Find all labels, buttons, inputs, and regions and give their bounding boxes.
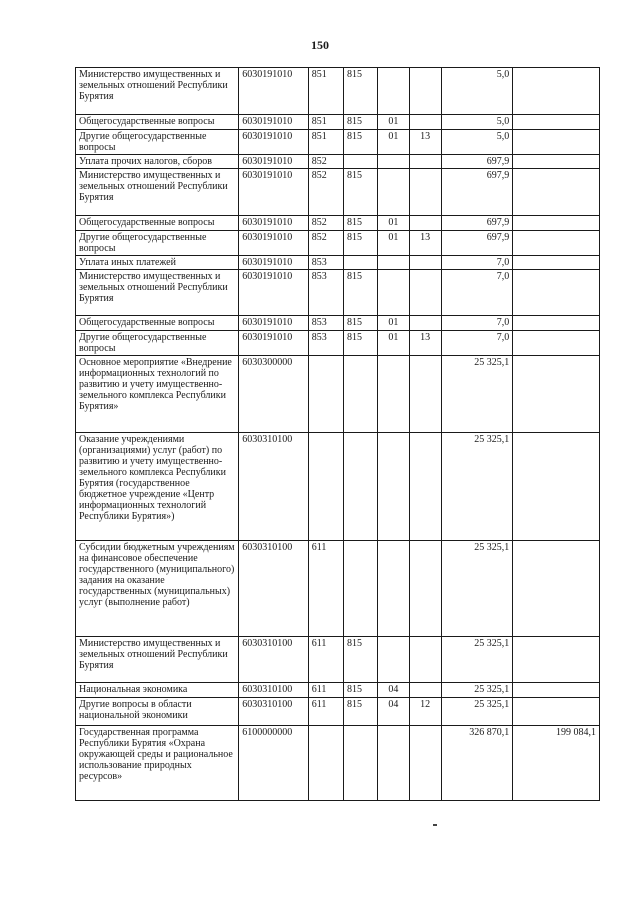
row-name-cell: Субсидии бюджетным учреждениям на финансовое обеспечение государственного (муниципального) задания на оказание государственных (муниципальных) услуг (выполнение работ) [76,541,239,637]
target-article-cell: 6030191010 [239,256,309,270]
amount-federal-cell [513,541,600,637]
expense-type-cell [308,726,343,801]
subsection-cell: 13 [409,331,441,356]
subsection-cell [409,356,441,433]
department-code-cell: 815 [344,683,378,698]
row-name-cell: Уплата прочих налогов, сборов [76,155,239,169]
expense-type-cell: 853 [308,331,343,356]
subsection-cell: 12 [409,698,441,726]
expense-type-cell: 611 [308,637,343,683]
section-cell: 01 [378,216,409,231]
amount-cell: 5,0 [441,130,513,155]
expense-type-cell [308,356,343,433]
subsection-cell [409,316,441,331]
amount-federal-cell [513,698,600,726]
table-row [76,356,600,433]
amount-cell: 25 325,1 [441,637,513,683]
row-name-cell: Общегосударственные вопросы [76,115,239,130]
expense-type-cell: 611 [308,698,343,726]
row-name-cell: Общегосударственные вопросы [76,216,239,231]
amount-federal-cell [513,115,600,130]
department-code-cell [344,356,378,433]
table-row [76,68,600,115]
expense-type-cell: 852 [308,231,343,256]
subsection-cell [409,637,441,683]
table-row [76,155,600,169]
section-cell [378,270,409,316]
amount-cell: 25 325,1 [441,683,513,698]
target-article-cell: 6030191010 [239,68,309,115]
subsection-cell: 13 [409,231,441,256]
table-row [76,115,600,130]
table-row [76,726,600,801]
table-row [76,231,600,256]
row-name-cell: Общегосударственные вопросы [76,316,239,331]
amount-cell: 697,9 [441,216,513,231]
target-article-cell: 6030310100 [239,637,309,683]
amount-federal-cell [513,316,600,331]
amount-federal-cell [513,231,600,256]
row-name-cell: Государственная программа Республики Бурятия «Охрана окружающей среды и рациональное использование природных ресурсов» [76,726,239,801]
row-name-cell: Другие вопросы в области национальной экономики [76,698,239,726]
table-row [76,169,600,216]
expense-type-cell: 852 [308,169,343,216]
amount-federal-cell [513,637,600,683]
target-article-cell: 6030300000 [239,356,309,433]
expense-type-cell: 851 [308,130,343,155]
department-code-cell: 815 [344,216,378,231]
section-cell [378,637,409,683]
amount-cell: 5,0 [441,115,513,130]
section-cell [378,256,409,270]
amount-cell: 25 325,1 [441,541,513,637]
subsection-cell [409,541,441,637]
subsection-cell [409,216,441,231]
amount-federal-cell [513,130,600,155]
target-article-cell: 6030191010 [239,331,309,356]
row-name-cell: Министерство имущественных и земельных отношений Республики Бурятия [76,68,239,115]
table-row [76,433,600,541]
expense-type-cell: 611 [308,541,343,637]
amount-cell: 326 870,1 [441,726,513,801]
section-cell: 01 [378,231,409,256]
target-article-cell: 6030191010 [239,169,309,216]
row-name-cell: Другие общегосударственные вопросы [76,231,239,256]
amount-federal-cell [513,256,600,270]
section-cell: 01 [378,331,409,356]
department-code-cell: 815 [344,169,378,216]
target-article-cell: 6030191010 [239,231,309,256]
target-article-cell: 6030310100 [239,433,309,541]
target-article-cell: 6030191010 [239,316,309,331]
target-article-cell: 6030191010 [239,130,309,155]
amount-federal-cell [513,270,600,316]
section-cell: 04 [378,698,409,726]
department-code-cell: 815 [344,231,378,256]
table-row [76,683,600,698]
section-cell [378,356,409,433]
page-number: 150 [311,38,329,52]
amount-cell: 697,9 [441,231,513,256]
amount-federal-cell [513,331,600,356]
subsection-cell [409,169,441,216]
amount-cell: 7,0 [441,270,513,316]
department-code-cell: 815 [344,637,378,683]
target-article-cell: 6030191010 [239,216,309,231]
section-cell [378,68,409,115]
subsection-cell [409,115,441,130]
row-name-cell: Министерство имущественных и земельных отношений Республики Бурятия [76,637,239,683]
row-name-cell: Уплата иных платежей [76,256,239,270]
stray-mark [433,824,437,826]
amount-federal-cell [513,68,600,115]
subsection-cell [409,270,441,316]
expense-type-cell [308,433,343,541]
amount-cell: 697,9 [441,155,513,169]
table-row [76,541,600,637]
section-cell: 01 [378,115,409,130]
row-name-cell: Основное мероприятие «Внедрение информационных технологий по развитию и учету имущественно-земельного комплекса Республики Бурятия» [76,356,239,433]
table-row [76,270,600,316]
budget-table [75,67,600,801]
amount-cell: 7,0 [441,316,513,331]
target-article-cell: 6030191010 [239,270,309,316]
subsection-cell [409,726,441,801]
amount-federal-cell: 199 084,1 [513,726,600,801]
subsection-cell [409,155,441,169]
section-cell: 01 [378,316,409,331]
department-code-cell: 815 [344,698,378,726]
department-code-cell [344,541,378,637]
department-code-cell [344,726,378,801]
expense-type-cell: 853 [308,316,343,331]
department-code-cell: 815 [344,130,378,155]
expense-type-cell: 853 [308,256,343,270]
row-name-cell: Министерство имущественных и земельных отношений Республики Бурятия [76,270,239,316]
amount-cell: 25 325,1 [441,433,513,541]
expense-type-cell: 851 [308,68,343,115]
department-code-cell [344,256,378,270]
section-cell: 04 [378,683,409,698]
target-article-cell: 6030310100 [239,698,309,726]
department-code-cell: 815 [344,331,378,356]
row-name-cell: Другие общегосударственные вопросы [76,130,239,155]
row-name-cell: Другие общегосударственные вопросы [76,331,239,356]
amount-federal-cell [513,169,600,216]
table-row [76,130,600,155]
department-code-cell [344,155,378,169]
section-cell [378,433,409,541]
department-code-cell: 815 [344,270,378,316]
amount-federal-cell [513,155,600,169]
section-cell [378,726,409,801]
table-row [76,698,600,726]
amount-federal-cell [513,683,600,698]
table-row [76,637,600,683]
department-code-cell [344,433,378,541]
expense-type-cell: 611 [308,683,343,698]
subsection-cell [409,256,441,270]
amount-federal-cell [513,433,600,541]
target-article-cell: 6100000000 [239,726,309,801]
row-name-cell: Оказание учреждениями (организациями) услуг (работ) по развитию и учету имущественно-земельного комплекса Республики Бурятия (государственное бюджетное учреждение «Центр информационных технологий Республики Бурятия») [76,433,239,541]
budget-table-body [76,68,600,801]
department-code-cell: 815 [344,68,378,115]
target-article-cell: 6030310100 [239,683,309,698]
section-cell [378,169,409,216]
target-article-cell: 6030310100 [239,541,309,637]
subsection-cell [409,433,441,541]
section-cell [378,155,409,169]
amount-cell: 25 325,1 [441,356,513,433]
table-row [76,216,600,231]
amount-cell: 7,0 [441,331,513,356]
amount-cell: 697,9 [441,169,513,216]
table-row [76,316,600,331]
subsection-cell [409,683,441,698]
department-code-cell: 815 [344,316,378,331]
department-code-cell: 815 [344,115,378,130]
section-cell [378,541,409,637]
subsection-cell [409,68,441,115]
section-cell: 01 [378,130,409,155]
table-row [76,256,600,270]
expense-type-cell: 852 [308,216,343,231]
expense-type-cell: 853 [308,270,343,316]
subsection-cell: 13 [409,130,441,155]
row-name-cell: Министерство имущественных и земельных отношений Республики Бурятия [76,169,239,216]
expense-type-cell: 852 [308,155,343,169]
target-article-cell: 6030191010 [239,155,309,169]
expense-type-cell: 851 [308,115,343,130]
amount-federal-cell [513,216,600,231]
table-row [76,331,600,356]
target-article-cell: 6030191010 [239,115,309,130]
amount-cell: 5,0 [441,68,513,115]
amount-cell: 25 325,1 [441,698,513,726]
row-name-cell: Национальная экономика [76,683,239,698]
amount-cell: 7,0 [441,256,513,270]
amount-federal-cell [513,356,600,433]
